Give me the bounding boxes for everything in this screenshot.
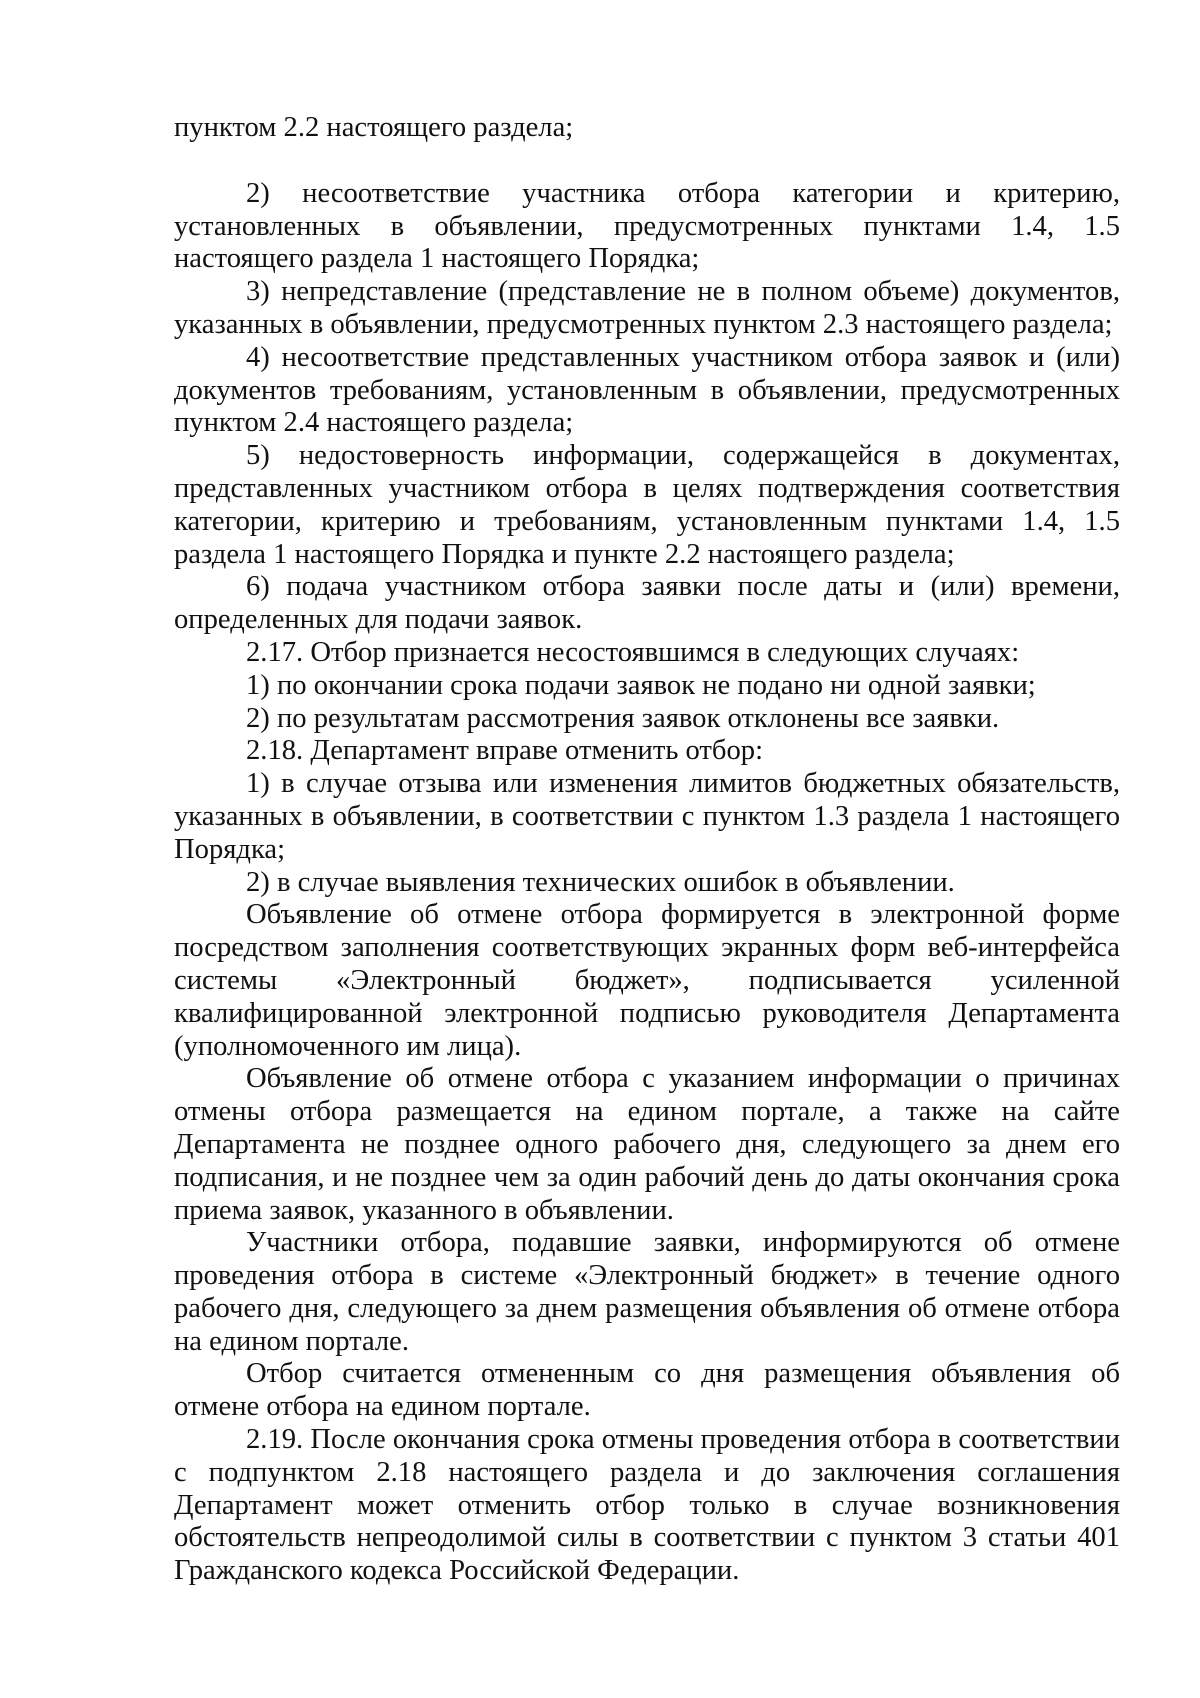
paragraph-item-4: 4) несоответствие представленных участником отбора заявок и (или) документов требованиям, установленным в объявлении, предусмотренных пунктом 2.4 настоящего раздела;: [174, 341, 1120, 439]
paragraph-participants-informed: Участники отбора, подавшие заявки, информируются об отмене проведения отбора в системе «Электронный бюджет» в течение одного рабочего дня, следующего за днем размещения объявления об отмене отбора на едином портале.: [174, 1227, 1120, 1357]
paragraph-item-2: 2) несоответствие участника отбора категории и критерию, установленных в объявлении, предусмотренных пунктами 1.4, 1.5 настоящего раздела 1 настоящего Порядка;: [174, 177, 1120, 275]
paragraph-2-18-item-2: 2) в случае выявления технических ошибок в объявлении.: [246, 866, 955, 898]
blank-line: [174, 145, 1120, 178]
paragraph-item-6: 6) подача участником отбора заявки после даты и (или) времени, определенных для подачи заявок.: [174, 571, 1120, 636]
paragraph-item-5: 5) недостоверность информации, содержащейся в документах, представленных участником отбора в целях подтверждения соответствия категории, критерию и требованиям, установленным пунктами 1.4, 1.5 раздела 1 настоящего Порядка и пункте 2.2 настоящего раздела;: [174, 440, 1120, 570]
paragraph-cancel-notice-form: Объявление об отмене отбора формируется в электронной форме посредством заполнения соответствующих экранных форм веб-интерфейса системы «Электронный бюджет», подписывается усиленной квалифицированной электронной подписью руководителя Департамента (уполномоченного им лица).: [174, 899, 1120, 1062]
paragraph-2-19: 2.19. После окончания срока отмены проведения отбора в соответствии с подпунктом 2.18 настоящего раздела и до заключения соглашения Департамент может отменить отбор только в случае возникновения обстоятельств непреодолимой силы в соответствии с пунктом 3 статьи 401 Гражданского кодекса Российской Федерации.: [174, 1424, 1120, 1587]
paragraph-2-17-item-1: 1) по окончании срока подачи заявок не подано ни одной заявки;: [246, 669, 1036, 701]
paragraph-selection-cancelled: Отбор считается отмененным со дня размещения объявления об отмене отбора на едином портале.: [174, 1358, 1120, 1423]
paragraph-item-3: 3) непредставление (представление не в полном объеме) документов, указанных в объявлении, предусмотренных пунктом 2.3 настоящего раздела;: [174, 276, 1120, 340]
document-page: [174, 112, 1120, 1588]
paragraph-2-18-item-1: 1) в случае отзыва или изменения лимитов бюджетных обязательств, указанных в объявлении, в соответствии с пунктом 1.3 раздела 1 настоящего Порядка;: [174, 768, 1120, 865]
paragraph-cancel-notice-publication: Объявление об отмене отбора с указанием информации о причинах отмены отбора размещается на едином портале, а также на сайте Департамента не позднее одного рабочего дня, следующего за днем его подписания, и не позднее чем за один рабочий день до даты окончания срока приема заявок, указанного в объявлении.: [174, 1063, 1120, 1226]
paragraph-continuation: пунктом 2.2 настоящего раздела;: [174, 112, 574, 143]
paragraph-2-18: 2.18. Департамент вправе отменить отбор:: [246, 735, 764, 767]
paragraph-2-17: 2.17. Отбор признается несостоявшимся в следующих случаях:: [246, 636, 1020, 668]
paragraph-2-17-item-2: 2) по результатам рассмотрения заявок отклонены все заявки.: [246, 702, 1000, 734]
